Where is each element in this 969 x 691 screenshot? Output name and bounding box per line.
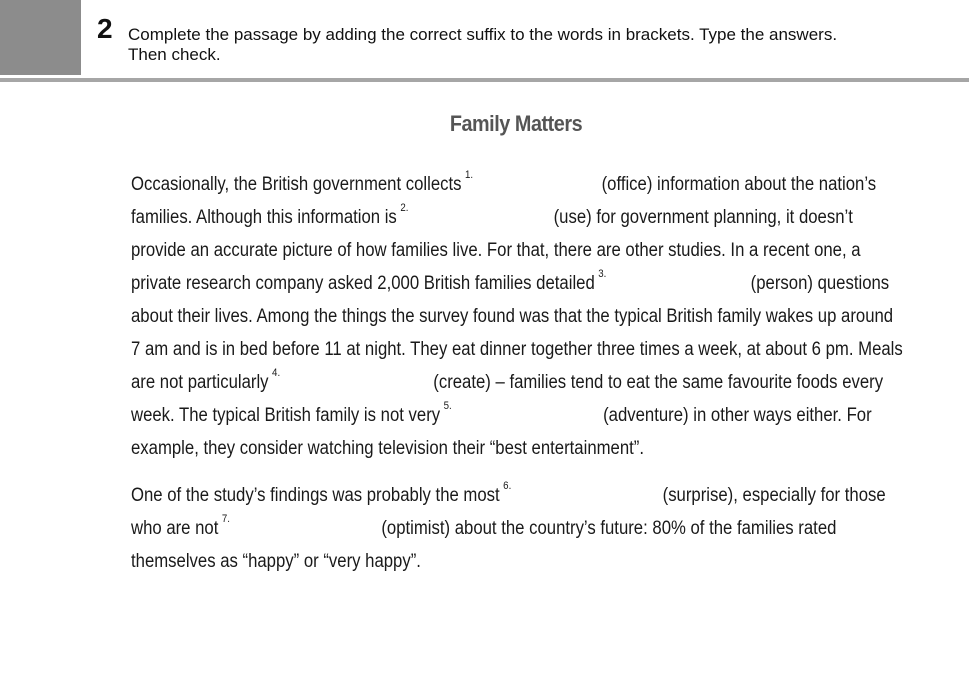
header-divider	[0, 78, 969, 82]
passage-line	[131, 399, 872, 432]
passage-text: are not particularly	[131, 372, 269, 393]
passage-line	[131, 545, 835, 578]
passage-line	[131, 201, 853, 234]
gap-number-4: 4.	[272, 367, 281, 379]
paragraph-spacer	[131, 465, 931, 479]
passage-title: Family Matters	[449, 111, 583, 136]
task-instruction	[128, 25, 948, 65]
passage-line	[131, 234, 861, 267]
gap-number-7: 7.	[221, 513, 230, 525]
passage-text: provide an accurate picture of how families live. For that, there are other studies. In a recent one, a	[131, 240, 861, 261]
gap-number-3: 3.	[598, 268, 607, 280]
passage-text: example, they consider watching television their “best entertainment”.	[131, 438, 645, 459]
passage-line	[131, 333, 903, 366]
instruction-line-2: Then check.	[128, 45, 221, 64]
answer-gap-6[interactable]	[511, 485, 662, 506]
passage	[131, 168, 931, 578]
passage-text: (optimist) about the country’s future: 80% of the families rated	[381, 518, 837, 539]
passage-text: families. Although this information is	[131, 207, 397, 228]
passage-line	[131, 512, 835, 545]
passage-text: private research company asked 2,000 British families detailed	[131, 273, 595, 294]
gap-number-1: 1.	[465, 169, 474, 181]
passage-text: (create) – families tend to eat the same favourite foods every	[433, 372, 884, 393]
passage-text: (surprise), especially for those	[662, 485, 886, 506]
passage-text: 7 am and is in bed before 11 at night. They eat dinner together three times a week, at about 6 pm. Meals	[131, 339, 903, 360]
passage-line	[131, 479, 886, 512]
answer-gap-4[interactable]	[280, 372, 433, 393]
answer-gap-1[interactable]	[473, 174, 601, 195]
passage-text: (person) questions	[750, 273, 890, 294]
passage-text: who are not	[131, 518, 219, 539]
answer-gap-2[interactable]	[408, 207, 553, 228]
gap-number-2: 2.	[400, 202, 409, 214]
answer-gap-7[interactable]	[230, 518, 381, 539]
passage-text: (adventure) in other ways either. For	[603, 405, 872, 426]
passage-text: week. The typical British family is not very	[131, 405, 441, 426]
passage-line	[131, 300, 894, 333]
passage-line	[131, 168, 877, 201]
gap-number-5: 5.	[443, 400, 452, 412]
passage-text: about their lives. Among the things the survey found was that the typical British family wakes up around	[131, 306, 894, 327]
answer-gap-3[interactable]	[606, 273, 750, 294]
passage-line	[131, 366, 884, 399]
passage-text: One of the study’s findings was probably the most	[131, 485, 500, 506]
passage-text: (use) for government planning, it doesn’t	[553, 207, 853, 228]
passage-line	[131, 267, 890, 300]
passage-text: (office) information about the nation’s	[601, 174, 877, 195]
instruction-line-1: Complete the passage by adding the correct suffix to the words in brackets. Type the answers.	[128, 25, 838, 44]
gap-number-6: 6.	[503, 480, 512, 492]
header-gray-block	[0, 0, 81, 75]
passage-text: themselves as “happy” or “very happy”.	[131, 551, 421, 572]
passage-text: Occasionally, the British government collects	[131, 174, 462, 195]
passage-line	[131, 432, 835, 465]
answer-gap-5[interactable]	[452, 405, 603, 426]
task-number: 2	[97, 13, 113, 44]
task-header	[0, 0, 969, 80]
